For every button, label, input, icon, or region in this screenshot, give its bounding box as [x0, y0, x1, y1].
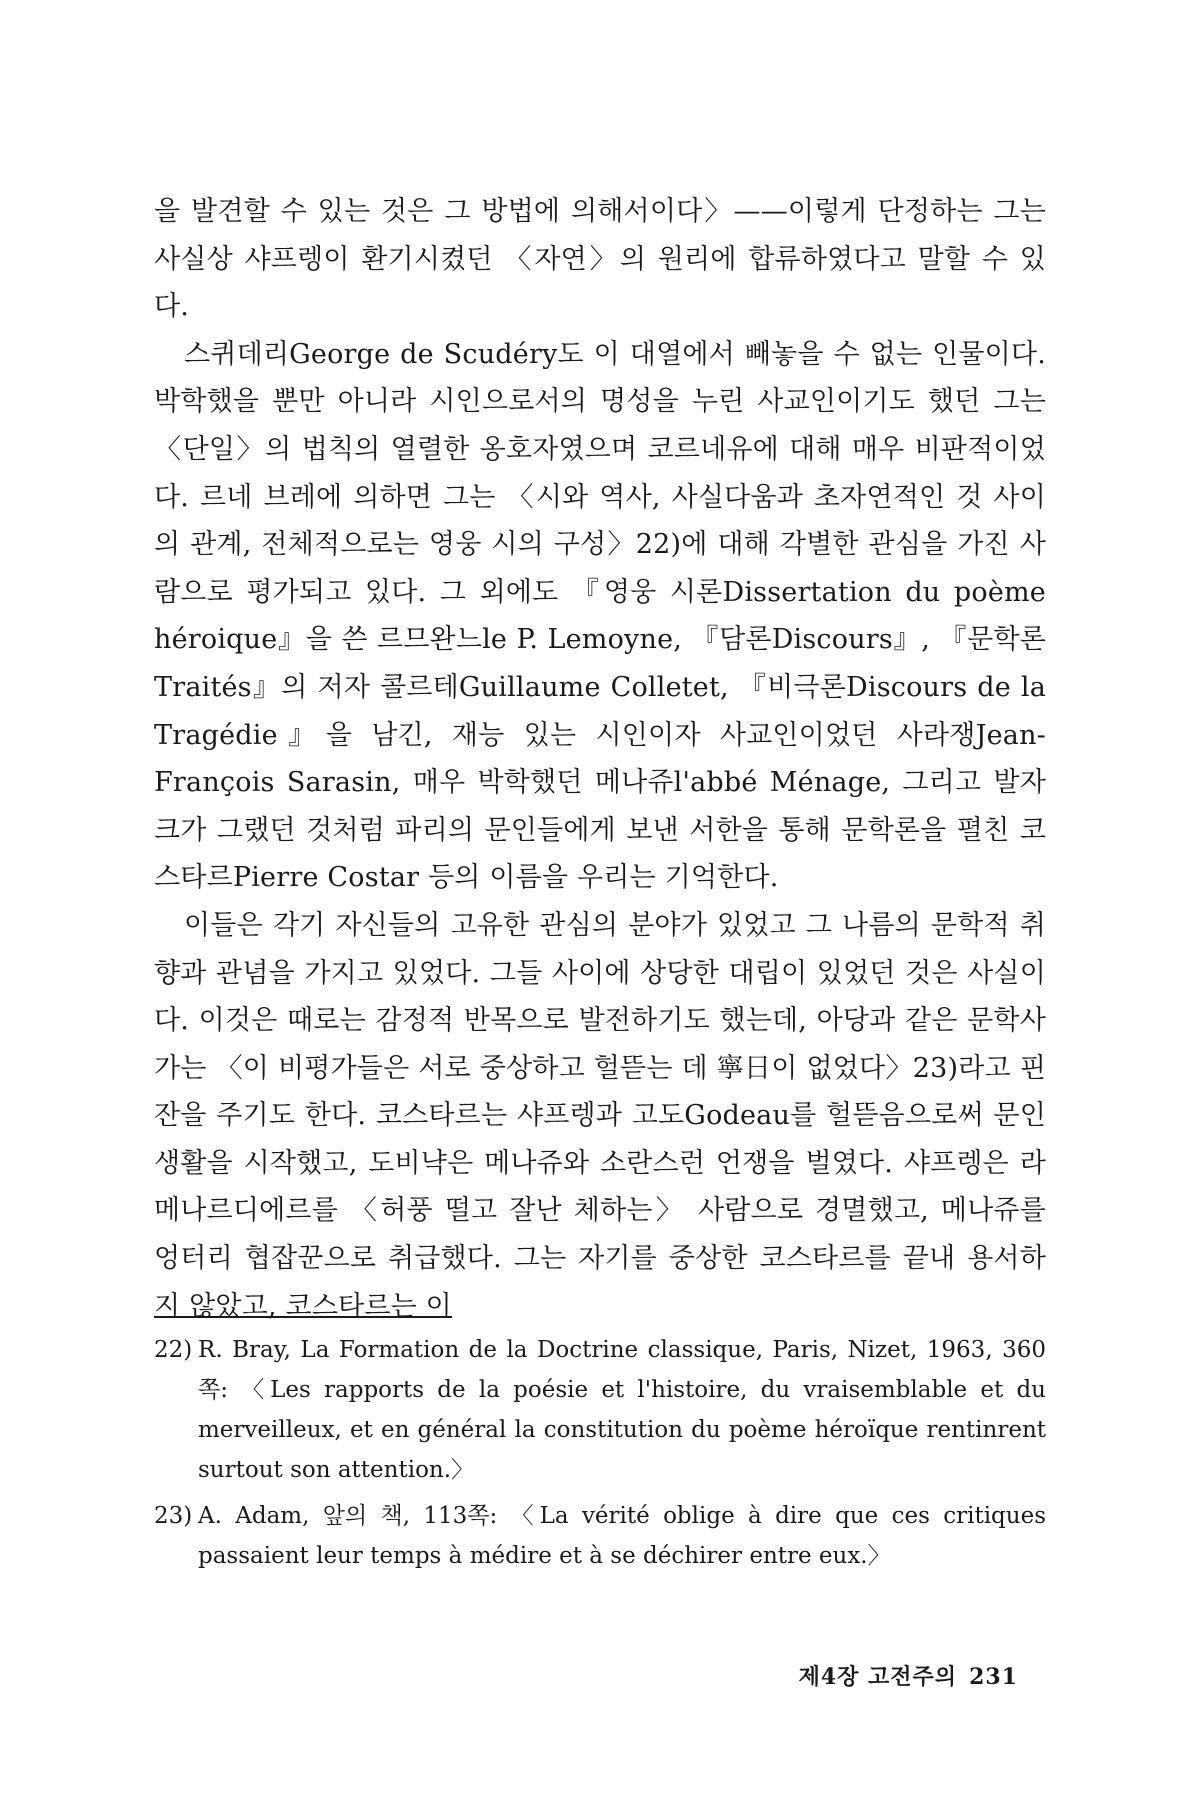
- paragraph: 을 발견할 수 있는 것은 그 방법에 의해서이다〉——이렇게 단정하는 그는 사실상 샤프렝이 환기시켰던 〈자연〉의 원리에 합류하였다고 말할 수 있다.: [154, 196, 1046, 323]
- paragraph: 스퀴데리George de Scudéry도 이 대열에서 빼놓을 수 없는 인물이다. 박학했을 뿐만 아니라 시인으로서의 명성을 누린 사교인이기도 했던 그는 〈단일〉의 법칙의 열렬한 옹호자였으며 코르네유에 대해 매우 비판적이었다. 르네 브레에 의하면 그는 〈시와 역사, 사실다움과 초자연적인 것 사이의 관계, 전체적으로는 영웅 시의 구성〉22)에 대해 각별한 관심을 가진 사람으로 평가되고 있다. 그 외에도 『영웅 시론Dissertation du poème héroique』을 쓴 르므완느le P. Lemoyne, 『담론Discours』, 『문학론Traités』의 저자 콜르테Guillaume Colletet, 『비극론Discours de la Tragédie』을 남긴, 재능 있는 시인이자 사교인이었던 사라쟁Jean-François Sarasin, 매우 박학했던 메나쥬l'abbé Ménage, 그리고 발자크가 그랬던 것처럼 파리의 문인들에게 보낸 서한을 통해 문학론을 펼친 코스타르Pierre Costar 등의 이름을 우리는 기억한다.: [154, 338, 1046, 894]
- footnotes: [154, 1330, 1046, 1582]
- body-text: [154, 188, 1046, 1330]
- footnote-number: 22): [154, 1337, 193, 1363]
- footnote-text: R. Bray, La Formation de la Doctrine classique, Paris, Nizet, 1963, 360쪽: 〈Les rapports de la poésie et l'histoire, du vraisemblable et du merveilleux, et en général la constitution du poème héroïque rentinrent surtout son attention.〉: [198, 1337, 1046, 1483]
- footnote: [154, 1330, 1046, 1490]
- page-number: 231: [969, 1664, 1018, 1690]
- footnote-number: 23): [154, 1503, 193, 1529]
- footnote-text: A. Adam, 앞의 책, 113쪽: 〈La vérité oblige à dire que ces critiques passaient leur temps à médire et à se déchirer entre eux.〉: [198, 1503, 1046, 1569]
- paragraph: 이들은 각기 자신들의 고유한 관심의 분야가 있었고 그 나름의 문학적 취향과 관념을 가지고 있었다. 그들 사이에 상당한 대립이 있었던 것은 사실이다. 이것은 때로는 감정적 반목으로 발전하기도 했는데, 아당과 같은 문학사가는 〈이 비평가들은 서로 중상하고 헐뜯는 데 寧日이 없었다〉23)라고 핀잔을 주기도 한다. 코스타르는 샤프렝과 고도Godeau를 헐뜯음으로써 문인생활을 시작했고, 도비냑은 메나쥬와 소란스런 언쟁을 벌였다. 샤프렝은 라 메나르디에르를 〈허풍 떨고 잘난 체하는〉 사람으로 경멸했고, 메나쥬를 엉터리 협잡꾼으로 취급했다. 그는 자기를 중상한 코스타르를 끝내 용서하지 않았고, 코스타르는 이: [154, 909, 1046, 1322]
- footnote-divider: [154, 1316, 452, 1318]
- chapter-title: 제4장 고전주의: [798, 1664, 958, 1690]
- footnote: [154, 1496, 1046, 1576]
- running-footer: [799, 1660, 1018, 1691]
